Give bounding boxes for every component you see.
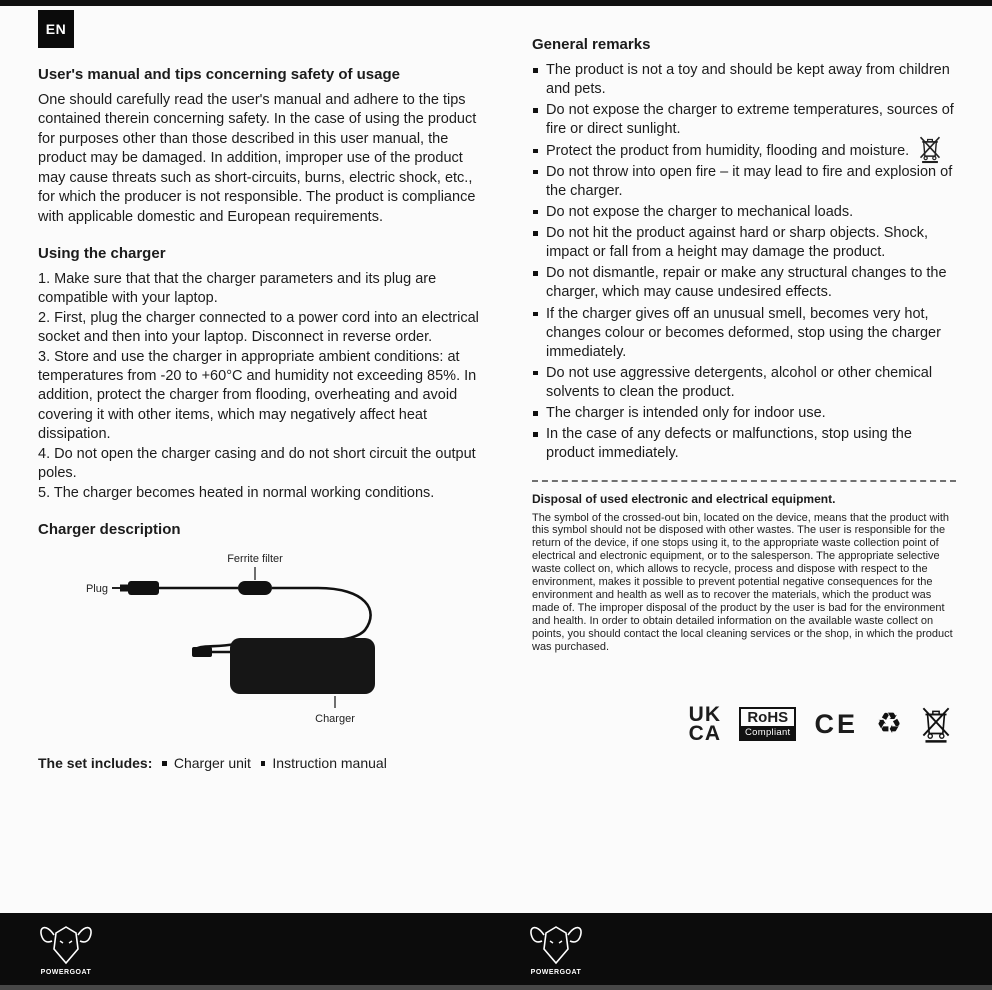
charger-diagram [50, 548, 490, 735]
step-3: 3. Store and use the charger in appropriate ambient conditions: at temperatures from -20 to +60°C and humidity not exceeding 85%. In addition, protect the charger from flooding, overheating and avoid covering it with other items, which may negatively affect heat dissipation. [38, 348, 477, 443]
rohs-mark [739, 707, 796, 741]
content-columns [38, 6, 956, 771]
charger-label: Charger [315, 713, 355, 726]
recycling-icon: ♻ [876, 707, 902, 740]
set-item-instruction-manual: Instruction manual [272, 755, 387, 772]
step-4: 4. Do not open the charger casing and do not short circuit the output poles. [38, 445, 476, 482]
remark-item: Do not expose the charger to mechanical loads. [532, 203, 956, 222]
certification-marks [532, 704, 956, 744]
powergoat-logo-text: POWERGOAT [40, 969, 92, 976]
remark-item: If the charger gives off an unusual smell, becomes very hot, changes colour or becomes deformed, stop using the charger immediately. [532, 305, 956, 362]
remark-item: Protect the product from humidity, flooding and moisture. [532, 142, 956, 161]
remark-item: Do not use aggressive detergents, alcohol or other chemical solvents to clean the product. [532, 364, 956, 402]
plug-tip [120, 585, 129, 592]
ferrite-filter-shape [238, 581, 272, 595]
remark-item: Do not throw into open fire – it may lead to fire and explosion of the charger. [532, 163, 956, 201]
language-badge-label: EN [45, 21, 67, 37]
using-charger-heading: Using the charger [38, 244, 166, 262]
ferrite-filter-label: Ferrite filter [227, 553, 283, 566]
powergoat-logo [34, 919, 98, 984]
remark-item: Do not hit the product against hard or sharp objects. Shock, impact or fall from a height may damage the product. [532, 224, 956, 262]
remark-item: In the case of any defects or malfunctions, stop using the product immediately. [532, 425, 956, 463]
set-item-charger-unit: Charger unit [173, 755, 251, 772]
remark-item: The product is not a toy and should be kept away from children and pets. [532, 61, 956, 99]
disposal-heading: Disposal of used electronic and electrical equipment. [532, 491, 836, 506]
crossed-bin-icon-small [918, 134, 942, 169]
left-column [38, 6, 490, 771]
using-charger-steps [38, 270, 490, 503]
plug-body [128, 581, 159, 595]
plug-label: Plug [85, 583, 108, 596]
charger-brick [230, 638, 375, 694]
powergoat-logo-text: POWERGOAT [530, 969, 582, 976]
dc-connector [192, 647, 212, 657]
remark-item: Do not dismantle, repair or make any structural changes to the charger, which may cause undesired effects. [532, 264, 956, 302]
set-includes-line [38, 755, 490, 771]
ukca-mark-bottom: CA [688, 722, 722, 746]
step-2: 2. First, plug the charger connected to a power cord into an electrical socket and then into your laptop. Disconnect in reverse order. [38, 309, 479, 346]
rohs-mark-title: RoHS [747, 709, 789, 727]
ukca-mark-top: UK [688, 702, 722, 726]
remark-item: Do not expose the charger to extreme temperatures, sources of fire or direct sunlight. [532, 101, 956, 139]
step-1: 1. Make sure that that the charger parameters and its plug are compatible with your laptop. [38, 270, 437, 307]
safety-heading: User's manual and tips concerning safety of usage [38, 66, 400, 83]
set-includes-label: The set includes: [38, 755, 153, 772]
right-column [532, 6, 956, 771]
bullet-square-icon [162, 761, 167, 766]
bullet-square-icon [261, 761, 266, 766]
dashed-divider [532, 480, 956, 482]
general-remarks-list [532, 61, 956, 464]
safety-paragraph: One should carefully read the user's manual and adhere to the tips contained therein concerning safety. In the case of using the product for purposes other than those described in this user manual, the product may be damaged. In addition, improper use of the product may cause threats such as short-circuits, burns, electric shock, etc., for which the producer is not responsible. The product is compliance with applicable domestic and European requirements. [38, 92, 477, 225]
general-remarks-heading: General remarks [532, 36, 651, 53]
remark-item: The charger is intended only for indoor use. [532, 404, 956, 423]
charger-diagram-drawing [50, 548, 430, 730]
ce-mark: CE [814, 708, 858, 739]
weee-crossed-bin-icon [920, 704, 952, 744]
charger-description-heading: Charger description [38, 521, 181, 539]
powergoat-logo [524, 919, 588, 984]
language-badge [38, 10, 74, 48]
footer-bar [0, 913, 992, 990]
ukca-mark [688, 702, 722, 746]
rohs-mark-subtitle: Compliant [741, 726, 794, 739]
step-5: 5. The charger becomes heated in normal working conditions. [38, 484, 435, 501]
disposal-paragraph: The symbol of the crossed-out bin, located on the device, means that the product with this symbol should not be disposed with other wastes. The user is responsible for the return of the device, if one stops using it, to the appropriate waste collection point of electrical and electronic equipment, or to the salesperson. The appropriate selective waste collect on, which allows to recycle, process and dispose with respect to the environment, makes it possible to prevent potential negative consequences for the environment and health as well as to recover the materials, which the product was made of. The improper disposal of the product by the user is bad for the environment and health. In order to obtain detailed information on the available waste collect on points, you should contact the local cleaning services or the shop, in which the product was purchased. [532, 511, 953, 654]
